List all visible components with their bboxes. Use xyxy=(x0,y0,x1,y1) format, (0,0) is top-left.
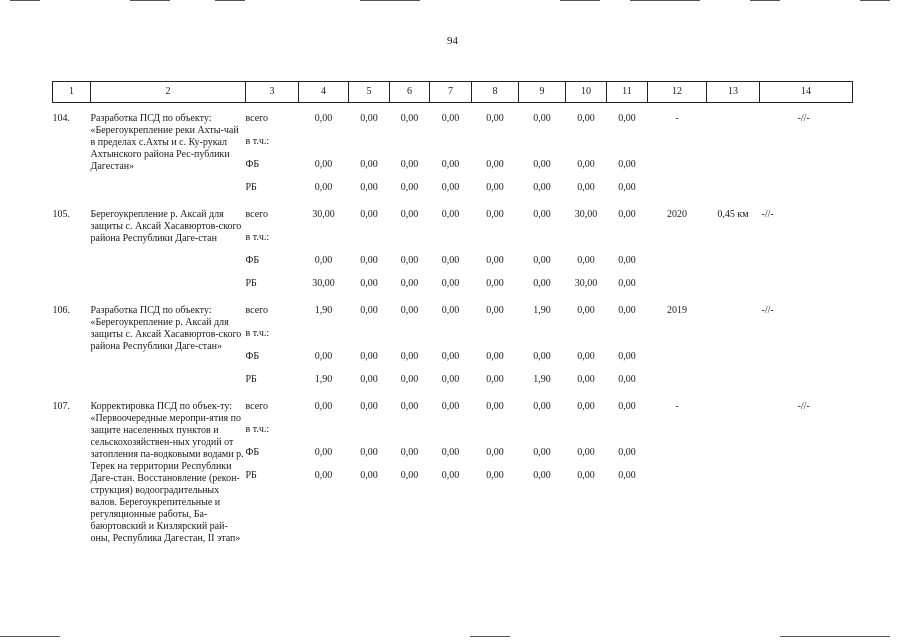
header-cell: 2 xyxy=(91,82,246,103)
scan-edge-line xyxy=(780,636,890,637)
amount-value xyxy=(566,328,607,351)
value-cell-c10 xyxy=(566,109,607,205)
amount-value: 0,00 xyxy=(360,470,378,481)
funding-type: в т.ч.: xyxy=(245,232,270,243)
header-cell: 13 xyxy=(707,82,760,103)
funding-type: в т.ч.: xyxy=(245,136,270,147)
amount-value: 0,00 xyxy=(618,159,636,170)
amount-value: 0,00 xyxy=(441,159,460,170)
amount-value: 0,00 xyxy=(360,401,378,412)
year-cell: 2020 xyxy=(667,209,687,220)
amount-value: 0,00 xyxy=(577,113,595,124)
amount-value: 0,00 xyxy=(314,159,333,170)
page-number: 94 xyxy=(447,35,458,47)
value-cell-c5 xyxy=(349,397,390,545)
row-number: 104. xyxy=(52,113,70,124)
capacity-cell xyxy=(707,397,760,545)
amount-value xyxy=(607,424,648,447)
header-row xyxy=(53,82,853,103)
amount-value xyxy=(299,232,349,255)
header-cell: 5 xyxy=(349,82,390,103)
value-cell-c9 xyxy=(519,109,566,205)
amount-value xyxy=(472,328,519,351)
amount-value: 0,00 xyxy=(314,182,333,193)
amount-value: 0,00 xyxy=(577,401,595,412)
amount-value: 0,00 xyxy=(533,209,551,220)
amount-value: 0,00 xyxy=(314,255,333,266)
value-cell-c11 xyxy=(607,397,648,545)
funding-type: всего xyxy=(245,113,269,124)
amount-value xyxy=(472,136,519,159)
funding-type: ФБ xyxy=(245,159,260,170)
amount-value: 0,00 xyxy=(360,113,378,124)
amount-value: 0,00 xyxy=(486,159,504,170)
year-cell: - xyxy=(675,401,679,412)
amount-value: 0,00 xyxy=(486,374,504,385)
object-name: Берегоукрепление р. Аксай для защиты с. Аксай Хасавюртов-ского района Республики Даге-стан xyxy=(90,209,242,244)
amount-value: 0,00 xyxy=(441,351,460,362)
amount-value: 0,00 xyxy=(618,113,636,124)
value-cell-c7 xyxy=(430,301,472,397)
amount-value: 1,90 xyxy=(533,305,551,316)
amount-value: 0,00 xyxy=(360,351,378,362)
value-cell-c10 xyxy=(566,205,607,301)
object-name: Разработка ПСД по объекту: «Берегоукрепление реки Ахты-чай в пределах с.Ахты и с. Ку-рукал Ахтынского района Рес-публики Дагестан» xyxy=(90,113,239,172)
header-cell: 1 xyxy=(53,82,91,103)
amount-value: 0,00 xyxy=(441,255,460,266)
amount-value xyxy=(390,424,430,447)
value-cell-c7 xyxy=(430,109,472,205)
amount-value: 0,00 xyxy=(314,401,333,412)
amount-value: 0,00 xyxy=(441,182,460,193)
amount-value: 0,00 xyxy=(486,351,504,362)
amount-value: 0,00 xyxy=(441,113,460,124)
amount-value: 0,00 xyxy=(577,255,595,266)
note-cell: -//- xyxy=(797,113,810,124)
header-cell: 6 xyxy=(390,82,430,103)
amount-value: 0,00 xyxy=(314,470,333,481)
scan-edge-line xyxy=(750,0,780,1)
amount-value: 0,00 xyxy=(314,351,333,362)
table-row xyxy=(53,109,853,205)
amount-value: 0,00 xyxy=(618,305,636,316)
funding-type: РБ xyxy=(245,374,257,385)
value-cell-c4 xyxy=(299,301,349,397)
amount-value: 0,00 xyxy=(400,182,419,193)
year-cell: 2019 xyxy=(667,305,687,316)
value-cell-c5 xyxy=(349,109,390,205)
funding-type: РБ xyxy=(245,182,257,193)
amount-value: 0,00 xyxy=(400,401,419,412)
amount-value xyxy=(430,328,472,351)
amount-value: 0,00 xyxy=(618,447,636,458)
amount-value xyxy=(349,328,390,351)
value-cell-c8 xyxy=(472,205,519,301)
amount-value xyxy=(430,232,472,255)
funding-type-cell xyxy=(246,397,299,545)
scan-edge-line xyxy=(0,636,60,637)
amount-value: 0,00 xyxy=(618,182,636,193)
value-cell-c6 xyxy=(390,301,430,397)
amount-value xyxy=(430,136,472,159)
amount-value: 0,00 xyxy=(618,351,636,362)
amount-value xyxy=(349,232,390,255)
year-cell: - xyxy=(675,113,679,124)
amount-value: 0,00 xyxy=(360,255,378,266)
scan-edge-line xyxy=(215,0,245,1)
amount-value xyxy=(390,328,430,351)
amount-value xyxy=(472,424,519,447)
funding-type: ФБ xyxy=(245,255,260,266)
funding-type: всего xyxy=(245,305,269,316)
amount-value: 0,00 xyxy=(533,255,551,266)
amount-value xyxy=(566,232,607,255)
amount-value: 0,00 xyxy=(441,447,460,458)
amount-value: 0,00 xyxy=(360,159,378,170)
header-cell: 9 xyxy=(519,82,566,103)
funding-type-cell xyxy=(246,205,299,301)
amount-value: 0,00 xyxy=(533,401,551,412)
value-cell-c7 xyxy=(430,205,472,301)
amount-value xyxy=(607,136,648,159)
amount-value xyxy=(519,424,566,447)
amount-value: 30,00 xyxy=(312,209,335,220)
capacity-cell xyxy=(707,301,760,397)
header-cell: 4 xyxy=(299,82,349,103)
value-cell-c10 xyxy=(566,301,607,397)
amount-value xyxy=(390,136,430,159)
note-cell: -//- xyxy=(797,401,810,412)
amount-value: 0,00 xyxy=(577,182,595,193)
amount-value: 0,00 xyxy=(400,278,419,289)
amount-value: 0,00 xyxy=(441,374,460,385)
value-cell-c4 xyxy=(299,397,349,545)
funding-type: в т.ч.: xyxy=(245,328,270,339)
amount-value xyxy=(519,328,566,351)
row-number: 106. xyxy=(52,305,70,316)
value-cell-c9 xyxy=(519,301,566,397)
header-cell: 12 xyxy=(648,82,707,103)
value-cell-c6 xyxy=(390,397,430,545)
scan-edge-line xyxy=(630,0,700,1)
amount-value: 0,00 xyxy=(441,305,460,316)
amount-value xyxy=(607,328,648,351)
amount-value: 30,00 xyxy=(312,278,335,289)
amount-value: 30,00 xyxy=(574,278,598,289)
amount-value: 0,00 xyxy=(577,447,595,458)
amount-value: 0,00 xyxy=(486,182,504,193)
amount-value: 0,00 xyxy=(400,374,419,385)
amount-value: 0,00 xyxy=(533,447,551,458)
amount-value: 0,00 xyxy=(441,278,460,289)
amount-value: 0,00 xyxy=(360,305,378,316)
amount-value: 0,00 xyxy=(486,113,504,124)
amount-value: 0,00 xyxy=(533,470,551,481)
row-number: 107. xyxy=(52,401,70,412)
table-row xyxy=(53,301,853,397)
value-cell-c4 xyxy=(299,205,349,301)
amount-value: 0,00 xyxy=(533,113,551,124)
value-cell-c8 xyxy=(472,109,519,205)
amount-value xyxy=(519,232,566,255)
amount-value: 0,00 xyxy=(360,374,378,385)
amount-value: 0,00 xyxy=(618,255,636,266)
header-cell: 11 xyxy=(607,82,648,103)
value-cell-c11 xyxy=(607,301,648,397)
amount-value: 0,00 xyxy=(486,470,504,481)
amount-value xyxy=(566,136,607,159)
amount-value xyxy=(607,232,648,255)
table-row xyxy=(53,397,853,545)
data-table xyxy=(52,81,853,545)
scan-edge-line xyxy=(10,0,40,1)
amount-value: 0,00 xyxy=(486,401,504,412)
amount-value: 1,90 xyxy=(314,305,333,316)
amount-value xyxy=(472,232,519,255)
scan-edge-line xyxy=(130,0,170,1)
header-cell: 3 xyxy=(246,82,299,103)
amount-value xyxy=(566,424,607,447)
row-number: 105. xyxy=(52,209,70,220)
value-cell-c11 xyxy=(607,205,648,301)
amount-value: 0,00 xyxy=(618,470,636,481)
amount-value xyxy=(390,232,430,255)
amount-value: 1,90 xyxy=(533,374,551,385)
value-cell-c4 xyxy=(299,109,349,205)
table-row xyxy=(53,205,853,301)
amount-value: 0,00 xyxy=(577,351,595,362)
funding-type: ФБ xyxy=(245,447,260,458)
note-cell: -//- xyxy=(761,209,774,220)
value-cell-c8 xyxy=(472,301,519,397)
amount-value: 0,00 xyxy=(577,305,595,316)
header-cell: 7 xyxy=(430,82,472,103)
scan-edge-line xyxy=(360,0,420,1)
note-cell: -//- xyxy=(761,305,774,316)
amount-value: 0,00 xyxy=(533,351,551,362)
value-cell-c9 xyxy=(519,205,566,301)
amount-value: 0,00 xyxy=(400,255,419,266)
header-cell: 10 xyxy=(566,82,607,103)
amount-value: 0,00 xyxy=(486,255,504,266)
value-cell-c5 xyxy=(349,301,390,397)
value-cell-c8 xyxy=(472,397,519,545)
amount-value: 0,00 xyxy=(314,113,333,124)
amount-value: 0,00 xyxy=(314,447,333,458)
value-cell-c9 xyxy=(519,397,566,545)
amount-value: 0,00 xyxy=(360,182,378,193)
amount-value: 0,00 xyxy=(577,374,595,385)
amount-value xyxy=(299,136,349,159)
amount-value xyxy=(519,136,566,159)
amount-value: 0,00 xyxy=(618,374,636,385)
object-name: Разработка ПСД по объекту: «Берегоукрепление р. Аксай для защиты с. Аксай Хасавюртов-ского района Республики Даге-стан» xyxy=(90,305,242,352)
amount-value: 0,00 xyxy=(400,209,419,220)
object-name: Корректировка ПСД по объек-ту: «Первоочередные меропри-ятия по защите населенных пунктов и сельскохозяйствен-ных угодий от затопления па-водковыми водами р. Терек на территории Республики Даге-стан. Восстановление (рекон-струкция) водооградительных валов. Берегоукрепительные и регуляционные работы, Ба-баюртовский и Кизлярский рай-оны, Республика Дагестан, II этап» xyxy=(90,401,244,544)
funding-type: всего xyxy=(245,209,269,220)
amount-value: 0,00 xyxy=(486,305,504,316)
header-cell: 14 xyxy=(760,82,853,103)
amount-value: 0,00 xyxy=(618,401,636,412)
capacity-cell: 0,45 км xyxy=(717,209,749,220)
amount-value xyxy=(299,424,349,447)
funding-type: в т.ч.: xyxy=(245,424,270,435)
amount-value: 0,00 xyxy=(577,470,595,481)
amount-value: 0,00 xyxy=(577,159,595,170)
amount-value: 0,00 xyxy=(400,447,419,458)
value-cell-c5 xyxy=(349,205,390,301)
funding-type-cell xyxy=(246,301,299,397)
scan-edge-line xyxy=(860,0,890,1)
value-cell-c6 xyxy=(390,205,430,301)
amount-value: 1,90 xyxy=(314,374,333,385)
amount-value: 0,00 xyxy=(486,209,504,220)
value-cell-c7 xyxy=(430,397,472,545)
amount-value: 0,00 xyxy=(486,278,504,289)
amount-value xyxy=(430,424,472,447)
scan-edge-line xyxy=(470,636,510,637)
amount-value: 0,00 xyxy=(441,401,460,412)
amount-value: 30,00 xyxy=(574,209,598,220)
funding-type: РБ xyxy=(245,470,257,481)
amount-value xyxy=(349,136,390,159)
funding-type: ФБ xyxy=(245,351,260,362)
amount-value: 0,00 xyxy=(533,182,551,193)
amount-value: 0,00 xyxy=(618,209,636,220)
amount-value: 0,00 xyxy=(400,351,419,362)
amount-value: 0,00 xyxy=(400,159,419,170)
funding-type: РБ xyxy=(245,278,257,289)
amount-value: 0,00 xyxy=(533,278,551,289)
scan-edge-line xyxy=(560,0,600,1)
value-cell-c11 xyxy=(607,109,648,205)
amount-value: 0,00 xyxy=(441,470,460,481)
funding-type-cell xyxy=(246,109,299,205)
value-cell-c10 xyxy=(566,397,607,545)
amount-value: 0,00 xyxy=(400,470,419,481)
amount-value: 0,00 xyxy=(360,278,378,289)
amount-value: 0,00 xyxy=(360,447,378,458)
amount-value: 0,00 xyxy=(618,278,636,289)
header-cell: 8 xyxy=(472,82,519,103)
amount-value: 0,00 xyxy=(441,209,460,220)
amount-value: 0,00 xyxy=(400,305,419,316)
capacity-cell xyxy=(707,109,760,205)
amount-value: 0,00 xyxy=(360,209,378,220)
value-cell-c6 xyxy=(390,109,430,205)
amount-value: 0,00 xyxy=(533,159,551,170)
amount-value: 0,00 xyxy=(400,113,419,124)
funding-type: всего xyxy=(245,401,269,412)
amount-value xyxy=(349,424,390,447)
amount-value xyxy=(299,328,349,351)
amount-value: 0,00 xyxy=(486,447,504,458)
